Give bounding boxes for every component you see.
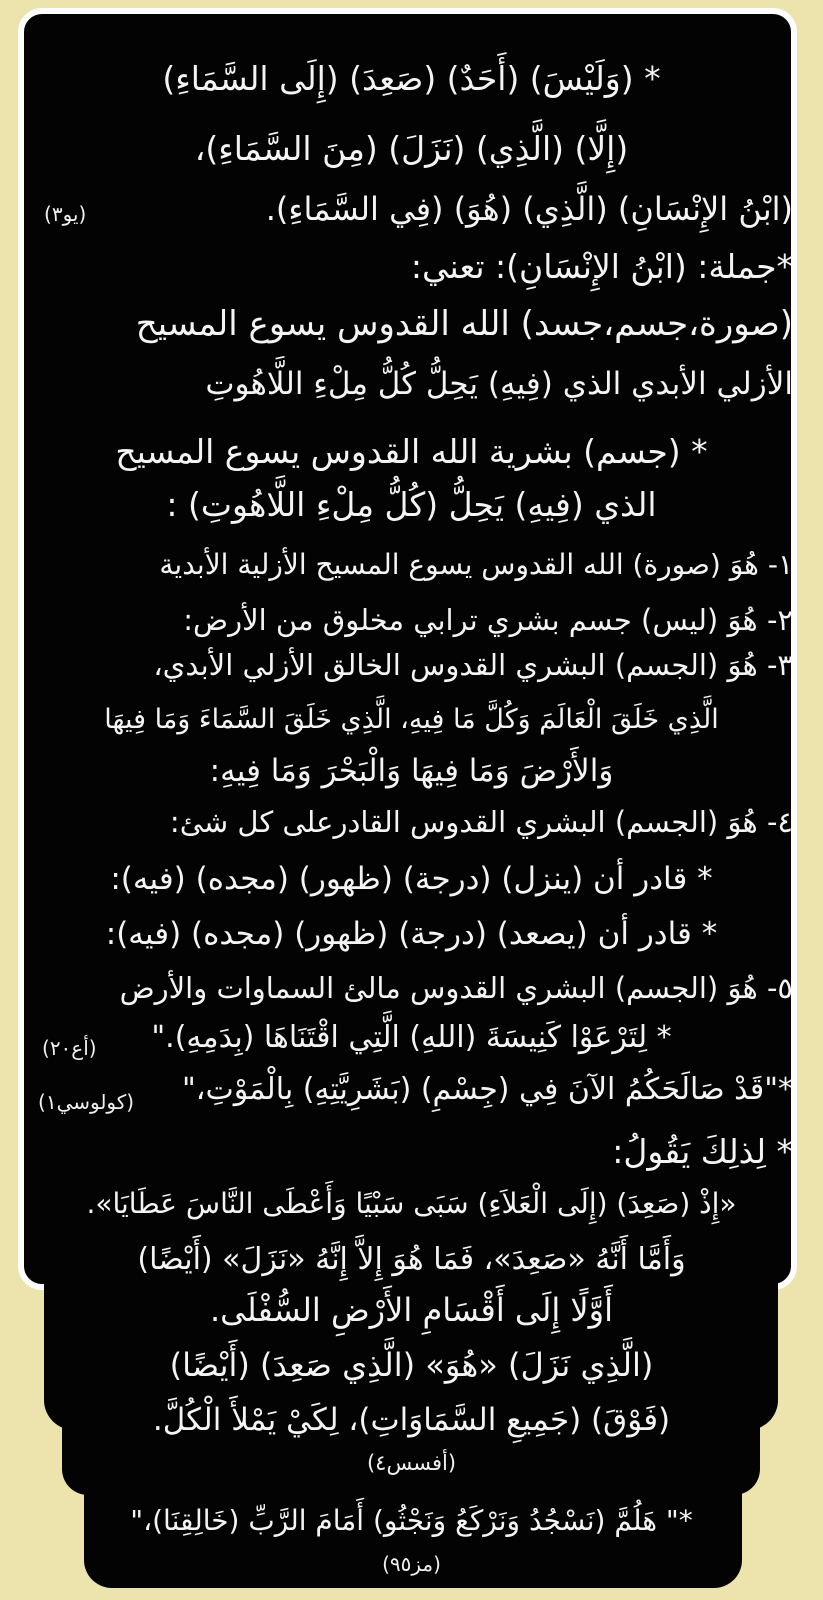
text-line: * لِذلِكَ يَقُولُ: [612, 1132, 793, 1171]
text-line: *" هَلُمَّ (نَسْجُدُ وَنَرْكَعُ وَنَجْثُو) أَمَامَ الرَّبِّ (خَالِقِنَا)،" [130, 1504, 693, 1537]
text-line: * لِتَرْعَوْا كَنِيسَةَ (اللهِ) الَّتِي اقْتَنَاهَا (بِدَمِهِ)." [151, 1020, 672, 1055]
verse-reference: (كولوسي١) [38, 1090, 135, 1114]
verse-reference: (أفسس٤) [366, 1451, 457, 1475]
text-line: (الَّذِي نَزَلَ) «هُوَ» (الَّذِي صَعِدَ) (أَيْضًا) [169, 1346, 654, 1384]
text-line: الأزلي الأبدي الذي (فِيهِ) يَحِلُّ كُلُّ مِلْءِ اللَّاهُوتِ [205, 366, 793, 402]
text-line-with-ref [30, 186, 793, 232]
text-line: الَّذِي خَلَقَ الْعَالَمَ وَكُلَّ مَا فِيهِ، الَّذِي خَلَقَ السَّمَاءَ وَمَا فِيهَا [104, 704, 719, 735]
text-line: ١- هُوَ (صورة) الله القدوس يسوع المسيح الأزلية الأبدية [159, 548, 793, 581]
text-line: (إِلَّا) (الَّذِي) (نَزَلَ) (مِنَ السَّمَاءِ)، [194, 129, 629, 168]
text-line: (صورة،جسم،جسد) الله القدوس يسوع المسيح [135, 304, 793, 344]
text-line: (ابْنُ الإِنْسَانِ) (الَّذِي) (هُوَ) (فِي السَّمَاءِ). [265, 190, 793, 228]
text-line: * (جسم) بشرية الله القدوس يسوع المسيح [115, 432, 708, 471]
text-line: *"قَدْ صَالَحَكُمُ الآنَ فِي (جِسْمِ) (بَشَرِيَّتِهِ) بِالْمَوْتِ،" [181, 1072, 793, 1107]
text-line: ٣- هُوَ (الجسم) البشري القدوس الخالق الأزلي الأبدي، [153, 648, 793, 682]
verse-reference: (أع٢٠) [42, 1036, 97, 1060]
verse-reference: (يو٣) [44, 202, 87, 226]
text-line: *جملة: (ابْنُ الإِنْسَانِ): تعني: [410, 247, 793, 286]
text-line: ٤- هُوَ (الجسم) البشري القدوس القادرعلى كل شئ: [169, 805, 793, 839]
text-line: وَالأَرْضَ وَمَا فِيهَا وَالْبَحْرَ وَمَا فِيهِ: [209, 753, 614, 789]
text-line: ٥- هُوَ (الجسم) البشري القدوس مالئ السماوات والأرض [119, 971, 793, 1005]
text-line-with-ref [30, 1068, 793, 1112]
text-line-with-ref [30, 1016, 793, 1060]
text-line: الذي (فِيهِ) يَحِلُّ (كُلُّ مِلْءِ اللَّاهُوتِ) : [166, 485, 657, 524]
text-line: (فَوْقَ) (جَمِيعِ السَّمَاوَاتِ)، لِكَيْ يَمْلأَ الْكُلَّ. [152, 1402, 671, 1438]
text-line: أَوَّلًا إِلَى أَقْسَامِ الأَرْضِ السُّفْلَى. [210, 1291, 613, 1329]
text-line: * قادر أن (يصعد) (درجة) (ظهور) (مجده) (فيه): [105, 916, 718, 952]
text-line: «إِذْ (صَعِدَ) (إِلَى الْعَلاَءِ) سَبَى سَبْيًا وَأَعْطَى النَّاسَ عَطَايَا». [86, 1187, 737, 1220]
text-line: * قادر أن (ينزل) (درجة) (ظهور) (مجده) (فيه): [110, 861, 713, 897]
text-line: ٢- هُوَ (ليس) جسم بشري ترابي مخلوق من الأرض: [183, 603, 793, 637]
text-line: * (وَلَيْسَ) (أَحَدٌ) (صَعِدَ) (إِلَى السَّمَاءِ) [162, 59, 661, 98]
verse-reference: (مز٩٥) [382, 1552, 441, 1576]
text-line: وَأَمَّا أَنَّهُ «صَعِدَ»، فَمَا هُوَ إِلاَّ إِنَّهُ «نَزَلَ» (أَيْضًا) [137, 1242, 686, 1277]
